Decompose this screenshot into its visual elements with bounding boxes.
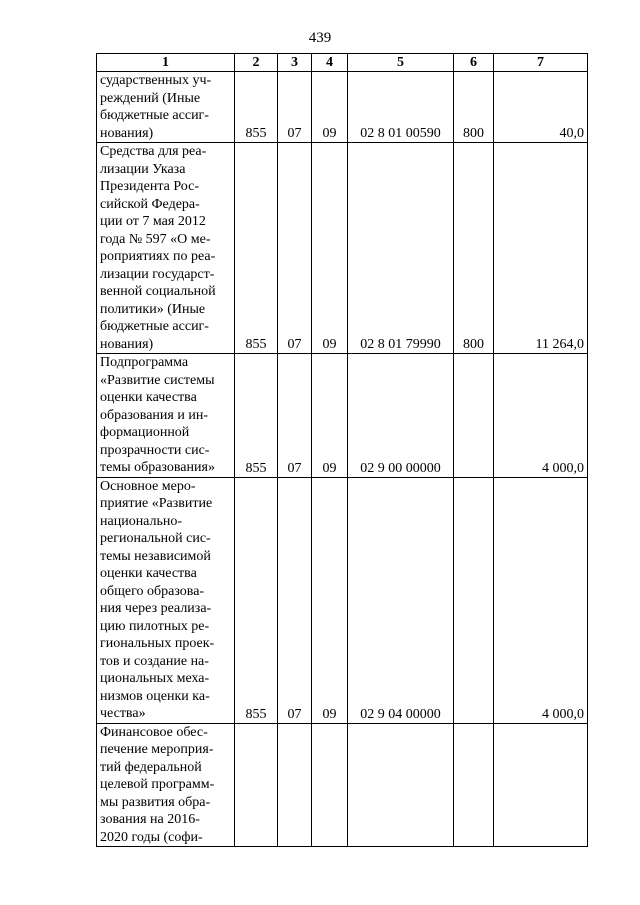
- description-line: Подпрограмма: [100, 355, 189, 370]
- description-line: ции от 7 мая 2012: [100, 214, 206, 229]
- description-line: низмов оценки ка-: [100, 688, 210, 704]
- target-article-code: 02 8 01 00590: [348, 72, 454, 143]
- table-body: [97, 72, 588, 847]
- column-header-5: 5: [348, 54, 454, 72]
- table-row: [97, 477, 588, 723]
- amount-value: 4 000,0: [494, 354, 588, 478]
- ministry-code: 855: [235, 477, 278, 723]
- description-line: прозрачности сис-: [100, 442, 210, 458]
- description-line: «Развитие системы: [100, 372, 215, 388]
- ministry-code: 855: [235, 143, 278, 354]
- description-line: общего образова-: [100, 583, 205, 599]
- column-header-6: 6: [454, 54, 494, 72]
- target-article-code: 02 9 00 00000: [348, 354, 454, 478]
- description-line: бюджетные ассиг-: [100, 108, 209, 123]
- ministry-code: 855: [235, 72, 278, 143]
- description-line: оценки качества: [100, 566, 197, 581]
- column-header-1: 1: [97, 54, 235, 72]
- description-line: лизации Указа: [100, 161, 186, 177]
- description-line: года № 597 «О ме-: [100, 231, 211, 247]
- table-row: [97, 143, 588, 354]
- table-row: [97, 723, 588, 847]
- description-line: венной социальной: [100, 284, 216, 299]
- subsection-code: 09: [312, 354, 348, 478]
- description-line: бюджетные ассиг-: [100, 319, 209, 334]
- expense-type-code: [454, 477, 494, 723]
- description-line: Финансовое обес-: [100, 724, 208, 740]
- amount-value: 40,0: [494, 72, 588, 143]
- section-code: 07: [278, 72, 312, 143]
- description-line: целевой программ-: [100, 777, 215, 792]
- description-line: сийской Федера-: [100, 196, 200, 212]
- description-line: гиональных проек-: [100, 636, 215, 651]
- ministry-code: [235, 723, 278, 847]
- description-line: циональных меха-: [100, 671, 210, 686]
- description-line: тий федеральной: [100, 759, 202, 775]
- description-line: тов и создание на-: [100, 653, 209, 669]
- expense-type-code: 800: [454, 143, 494, 354]
- description-line: темы независимой: [100, 548, 211, 564]
- column-header-4: 4: [312, 54, 348, 72]
- table-row: [97, 354, 588, 478]
- table-row: [97, 72, 588, 143]
- description-line: сударственных уч-: [100, 73, 212, 88]
- description-line: политики» (Иные: [100, 301, 206, 317]
- description-line: образования и ин-: [100, 407, 208, 423]
- subsection-code: [312, 723, 348, 847]
- description-line: чества»: [100, 706, 146, 721]
- description-line: национально-: [100, 513, 183, 529]
- description-line: региональной сис-: [100, 531, 211, 546]
- description-line: приятие «Развитие: [100, 496, 213, 511]
- description-line: темы образования»: [100, 460, 215, 475]
- description-line: Средства для реа-: [100, 144, 207, 159]
- row-description: [97, 477, 235, 723]
- ministry-code: 855: [235, 354, 278, 478]
- header-row: [97, 54, 588, 72]
- column-header-2: 2: [235, 54, 278, 72]
- description-line: зования на 2016-: [100, 812, 200, 827]
- description-line: реждений (Иные: [100, 90, 201, 106]
- description-line: печение мероприя-: [100, 742, 214, 757]
- target-article-code: [348, 723, 454, 847]
- column-header-7: 7: [494, 54, 588, 72]
- column-header-3: 3: [278, 54, 312, 72]
- description-line: нования): [100, 336, 154, 352]
- description-line: мы развития обра-: [100, 794, 211, 810]
- description-line: оценки качества: [100, 390, 197, 405]
- amount-value: [494, 723, 588, 847]
- target-article-code: 02 8 01 79990: [348, 143, 454, 354]
- description-line: роприятиях по реа-: [100, 249, 216, 264]
- row-description: [97, 354, 235, 478]
- section-code: 07: [278, 143, 312, 354]
- description-line: Президента Рос-: [100, 179, 200, 194]
- subsection-code: 09: [312, 72, 348, 143]
- description-line: ния через реализа-: [100, 601, 212, 616]
- expense-type-code: 800: [454, 72, 494, 143]
- row-description: [97, 143, 235, 354]
- description-line: цию пилотных ре-: [100, 618, 210, 634]
- page-number: 439: [308, 30, 332, 46]
- row-description: [97, 72, 235, 143]
- section-code: 07: [278, 354, 312, 478]
- target-article-code: 02 9 04 00000: [348, 477, 454, 723]
- description-line: нования): [100, 125, 154, 141]
- budget-table: [96, 53, 588, 847]
- amount-value: 4 000,0: [494, 477, 588, 723]
- description-line: формационной: [100, 425, 190, 440]
- description-line: 2020 годы (софи-: [100, 829, 203, 845]
- section-code: 07: [278, 477, 312, 723]
- subsection-code: 09: [312, 143, 348, 354]
- expense-type-code: [454, 354, 494, 478]
- expense-type-code: [454, 723, 494, 847]
- section-code: [278, 723, 312, 847]
- description-line: Основное меро-: [100, 478, 196, 494]
- row-description: [97, 723, 235, 847]
- description-line: лизации государст-: [100, 266, 215, 282]
- subsection-code: 09: [312, 477, 348, 723]
- amount-value: 11 264,0: [494, 143, 588, 354]
